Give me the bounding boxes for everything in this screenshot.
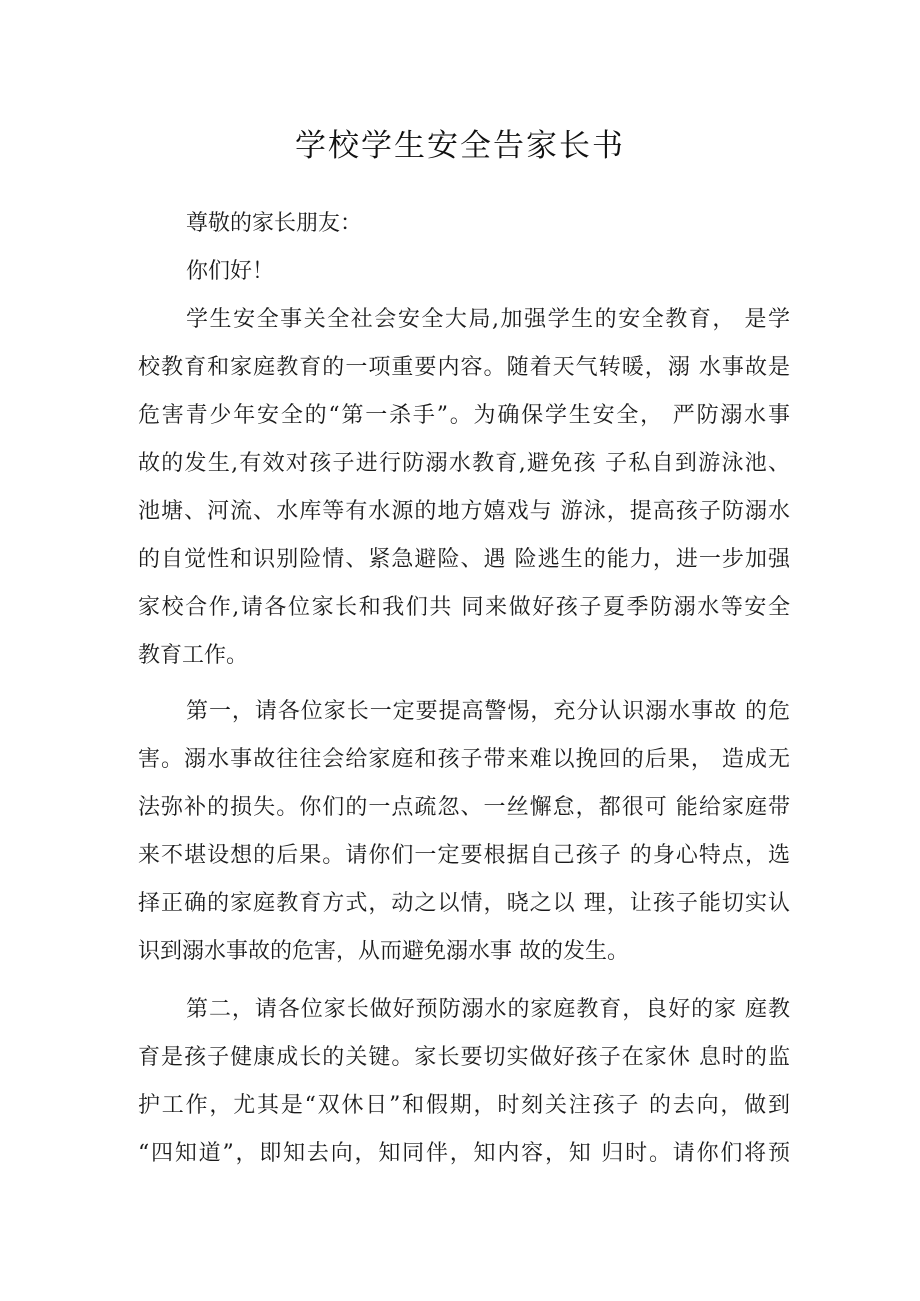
paragraph-line: 育是孩子健康成长的关键。家长要切实做好孩子在家休 息时的监 [138,1045,790,1070]
paragraph-line: 学生安全事关全社会安全大局,加强学生的安全教育， 是学 [186,307,790,332]
paragraph-line: 校教育和家庭教育的一项重要内容。随着天气转暖，溺 水事故是 [138,355,790,380]
paragraph-line: 第二，请各位家长做好预防溺水的家庭教育，良好的家 庭教 [186,997,790,1022]
paragraph-intro [138,296,790,680]
paragraph-second-point [138,986,790,1178]
paragraph-line: 故的发生,有效对孩子进行防溺水教育,避免孩 子私自到游泳池、 [138,451,790,476]
paragraph-line: 识到溺水事故的危害，从而避免溺水事 故的发生。 [138,939,629,964]
paragraph-line: 护工作，尤其是“双休日”和假期，时刻关注孩子 的去向，做到 [138,1093,790,1118]
paragraph-line: 择正确的家庭教育方式，动之以情，晓之以 理，让孩子能切实认 [138,891,790,916]
document-body [138,200,790,1178]
paragraph-line: 法弥补的损失。你们的一点疏忽、一丝懈怠，都很可 能给家庭带 [138,795,790,820]
paragraph-first-point [138,688,790,976]
paragraph-line: 第一，请各位家长一定要提高警惕，充分认识溺水事故 的危 [186,699,790,724]
paragraph-line: 教育工作。 [138,643,249,668]
paragraph-line: “四知道”，即知去向，知同伴，知内容，知 归时。请你们将预 [138,1141,790,1166]
document-title: 学校学生安全告家长书 [295,128,625,164]
paragraph-line: 危害青少年安全的“第一杀手”。为确保学生安全， 严防溺水事 [138,403,790,428]
greeting: 你们好！ [186,259,275,284]
paragraph-line: 来不堪设想的后果。请你们一定要根据自己孩子 的身心特点，选 [138,843,790,868]
paragraph-line: 池塘、河流、水库等有水源的地方嬉戏与 游泳，提高孩子防溺水 [138,499,790,524]
salutation: 尊敬的家长朋友： [186,211,363,236]
paragraph-line: 害。溺水事故往往会给家庭和孩子带来难以挽回的后果， 造成无 [138,747,790,772]
paragraph-line: 的自觉性和识别险情、紧急避险、遇 险逃生的能力，进一步加强 [138,547,790,572]
paragraph-line: 家校合作,请各位家长和我们共 同来做好孩子夏季防溺水等安全 [138,595,790,620]
